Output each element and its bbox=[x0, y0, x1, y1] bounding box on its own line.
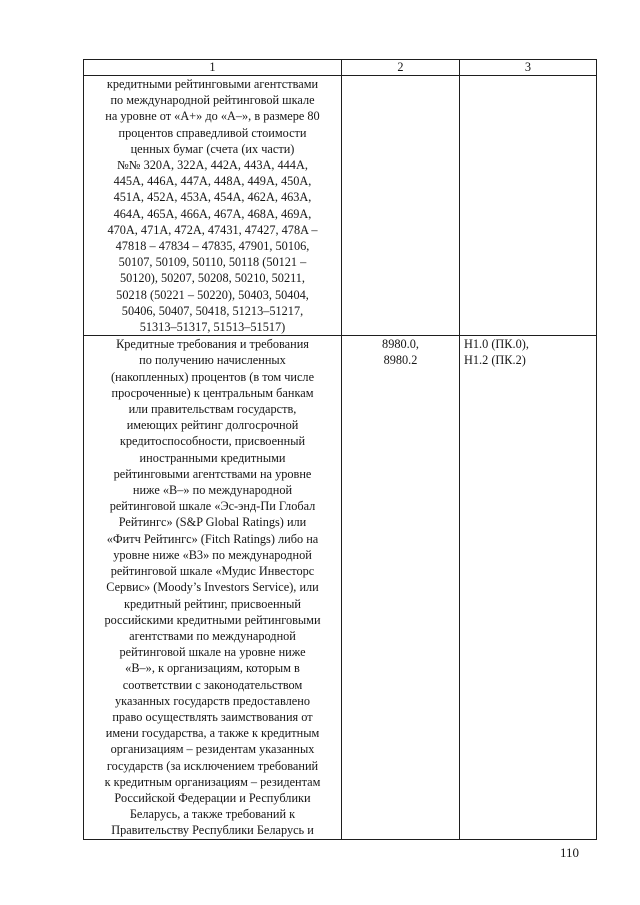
cell-text-line: просроченные) к центральным банкам bbox=[111, 385, 314, 400]
code-cell bbox=[460, 336, 597, 839]
cell-text-line: право осуществлять заимствования от bbox=[112, 709, 313, 724]
cell-text-line: ниже «B–» по международной bbox=[132, 483, 293, 498]
cell-text-line: иностранными кредитными bbox=[139, 450, 286, 465]
cell-text-line: ценных бумаг (счета (их части) bbox=[130, 141, 295, 156]
cell-text-line: 50120), 50207, 50208, 50210, 50211, bbox=[119, 271, 306, 286]
cell-text-line: государств (за исключением требований bbox=[106, 758, 319, 773]
cell-text-line: Российской Федерации и Республики bbox=[114, 790, 311, 805]
cell-text-line: 47818 – 47834 – 47835, 47901, 50106, bbox=[115, 239, 310, 254]
cell-text-line: рейтинговой шкале «Мудис Инвесторс bbox=[110, 564, 315, 579]
cell-text-line: агентствами по международной bbox=[129, 628, 296, 643]
cell-text-line: №№ 320A, 322A, 442A, 443A, 444A, bbox=[117, 158, 308, 173]
cell-text-line: рейтинговыми агентствами на уровне bbox=[113, 466, 312, 481]
cell-text-line: 50406, 50407, 50418, 51213–51217, bbox=[121, 303, 304, 318]
cell-text-line: 470A, 471A, 472A, 47431, 47427, 478A – bbox=[107, 222, 318, 237]
header-cell-3: 3 bbox=[460, 60, 597, 76]
cell-text-line: «Фитч Рейтингс» (Fitch Ratings) либо на bbox=[106, 531, 319, 546]
cell-text-line: процентов справедливой стоимости bbox=[118, 125, 307, 140]
table-row bbox=[84, 76, 597, 336]
table-header-row bbox=[84, 60, 597, 76]
cell-text-line: кредитными рейтинговыми агентствами bbox=[106, 77, 319, 91]
cell-text-line: 8980.2 bbox=[383, 353, 418, 368]
cell-text-line: имени государства, а также к кредитным bbox=[105, 726, 320, 741]
header-cell-1: 1 bbox=[84, 60, 342, 76]
document-table bbox=[83, 59, 597, 840]
cell-text-line: Сервис» (Moody’s Investors Service), или bbox=[106, 580, 319, 595]
cell-text-line: рейтинговой шкале «Эс-энд-Пи Глобал bbox=[109, 499, 316, 514]
cell-text-line: 50218 (50221 – 50220), 50403, 50404, bbox=[116, 287, 309, 302]
cell-text-line: 50107, 50109, 50110, 50118 (50121 – bbox=[118, 255, 307, 270]
account-cell bbox=[342, 336, 460, 839]
cell-text-line: кредитный рейтинг, присвоенный bbox=[124, 596, 301, 611]
cell-text-line: имеющих рейтинг долгосрочной bbox=[126, 418, 299, 433]
cell-text-line: Н1.2 (ПК.2) bbox=[464, 353, 526, 368]
cell-text-line: 451A, 452A, 453A, 454A, 462A, 463A, bbox=[113, 190, 312, 205]
cell-text-line: или правительствам государств, bbox=[128, 402, 297, 417]
description-cell bbox=[84, 76, 342, 336]
cell-text-line: на уровне от «A+» до «A–», в размере 80 bbox=[105, 109, 320, 124]
cell-text-line: рейтинговой шкале на уровне ниже bbox=[119, 645, 306, 660]
description-cell bbox=[84, 336, 342, 839]
cell-text-line: по получению начисленных bbox=[139, 353, 286, 368]
code-cell bbox=[460, 76, 597, 336]
cell-text-line: 8980.0, bbox=[382, 337, 419, 352]
cell-text-line: Н1.0 (ПК.0), bbox=[464, 337, 529, 352]
cell-text-line: кредитоспособности, присвоенный bbox=[119, 434, 306, 449]
cell-text-line: Кредитные требования и требования bbox=[116, 337, 309, 352]
cell-text-line: по международной рейтинговой шкале bbox=[110, 93, 315, 108]
cell-text-line: соответствии с законодательством bbox=[122, 677, 303, 692]
account-cell bbox=[342, 76, 460, 336]
cell-text-line: 464A, 465A, 466A, 467A, 468A, 469A, bbox=[113, 206, 312, 221]
page-number: 110 bbox=[560, 845, 580, 860]
cell-text-line: к кредитным организациям – резидентам bbox=[104, 774, 321, 789]
cell-text-line: 51313–51317, 51513–51517) bbox=[139, 320, 286, 335]
cell-text-line: Правительству Республики Беларусь и bbox=[111, 823, 314, 838]
cell-text-line: «B–», к организациям, которым в bbox=[125, 661, 300, 676]
cell-text-line: 445A, 446A, 447A, 448A, 449A, 450A, bbox=[113, 174, 312, 189]
cell-text-line: организациям – резидентам указанных bbox=[110, 742, 315, 757]
cell-text-line: Рейтингс» (S&P Global Ratings) или bbox=[118, 515, 307, 530]
table-row bbox=[84, 336, 597, 839]
cell-text-line: (накопленных) процентов (в том числе bbox=[110, 369, 315, 384]
cell-text-line: уровне ниже «B3» по международной bbox=[113, 547, 312, 562]
cell-text-line: Беларусь, а также требований к bbox=[129, 807, 296, 822]
cell-text-line: указанных государств предоставлено bbox=[115, 693, 310, 708]
header-cell-2: 2 bbox=[342, 60, 460, 76]
cell-text-line: российскими кредитными рейтинговыми bbox=[104, 612, 321, 627]
